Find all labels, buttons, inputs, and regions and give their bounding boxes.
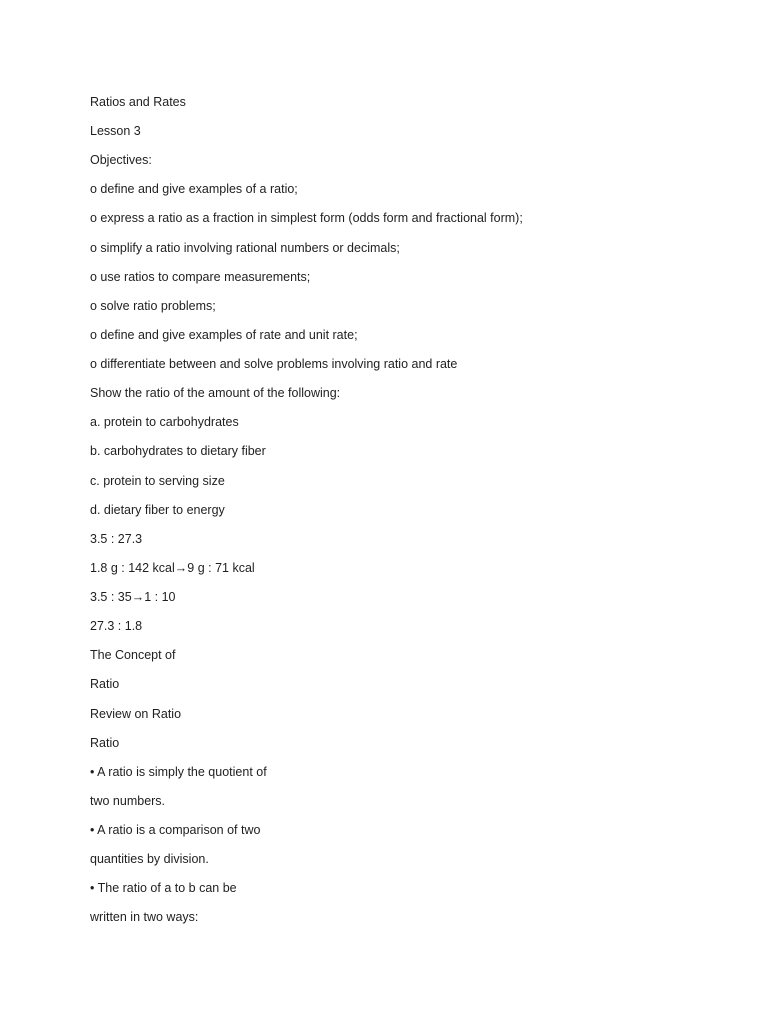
bullet-continuation: written in two ways: [90,910,199,924]
objective-item: o solve ratio problems; [90,299,216,313]
objectives-heading: Objectives: [90,153,152,167]
answer-line: 3.5 : 35→1 : 10 [90,590,176,604]
exercise-item: d. dietary fiber to energy [90,503,225,517]
answer-line: 3.5 : 27.3 [90,532,143,546]
section-heading: Ratio [90,736,120,750]
exercise-prompt: Show the ratio of the amount of the following: [90,386,341,400]
bullet-point: • The ratio of a to b can be [90,881,237,895]
answer-line: 1.8 g : 142 kcal→9 g : 71 kcal [90,561,255,575]
objective-item: o simplify a ratio involving rational numbers or decimals; [90,241,400,255]
bullet-point: • A ratio is simply the quotient of [90,765,267,779]
document-title: Ratios and Rates [90,95,186,109]
bullet-continuation: quantities by division. [90,852,209,866]
exercise-item: c. protein to serving size [90,474,225,488]
bullet-point: • A ratio is a comparison of two [90,823,261,837]
objective-item: o use ratios to compare measurements; [90,270,311,284]
answer-line: 27.3 : 1.8 [90,619,143,633]
lesson-number: Lesson 3 [90,124,141,138]
objective-item: o define and give examples of rate and unit rate; [90,328,358,342]
objective-item: o differentiate between and solve problems involving ratio and rate [90,357,458,371]
section-heading: The Concept of [90,648,176,662]
exercise-item: b. carbohydrates to dietary fiber [90,444,266,458]
objective-item: o define and give examples of a ratio; [90,182,298,196]
section-heading: Ratio [90,677,120,691]
bullet-continuation: two numbers. [90,794,166,808]
objective-item: o express a ratio as a fraction in simplest form (odds form and fractional form); [90,211,523,225]
section-heading: Review on Ratio [90,707,182,721]
exercise-item: a. protein to carbohydrates [90,415,239,429]
